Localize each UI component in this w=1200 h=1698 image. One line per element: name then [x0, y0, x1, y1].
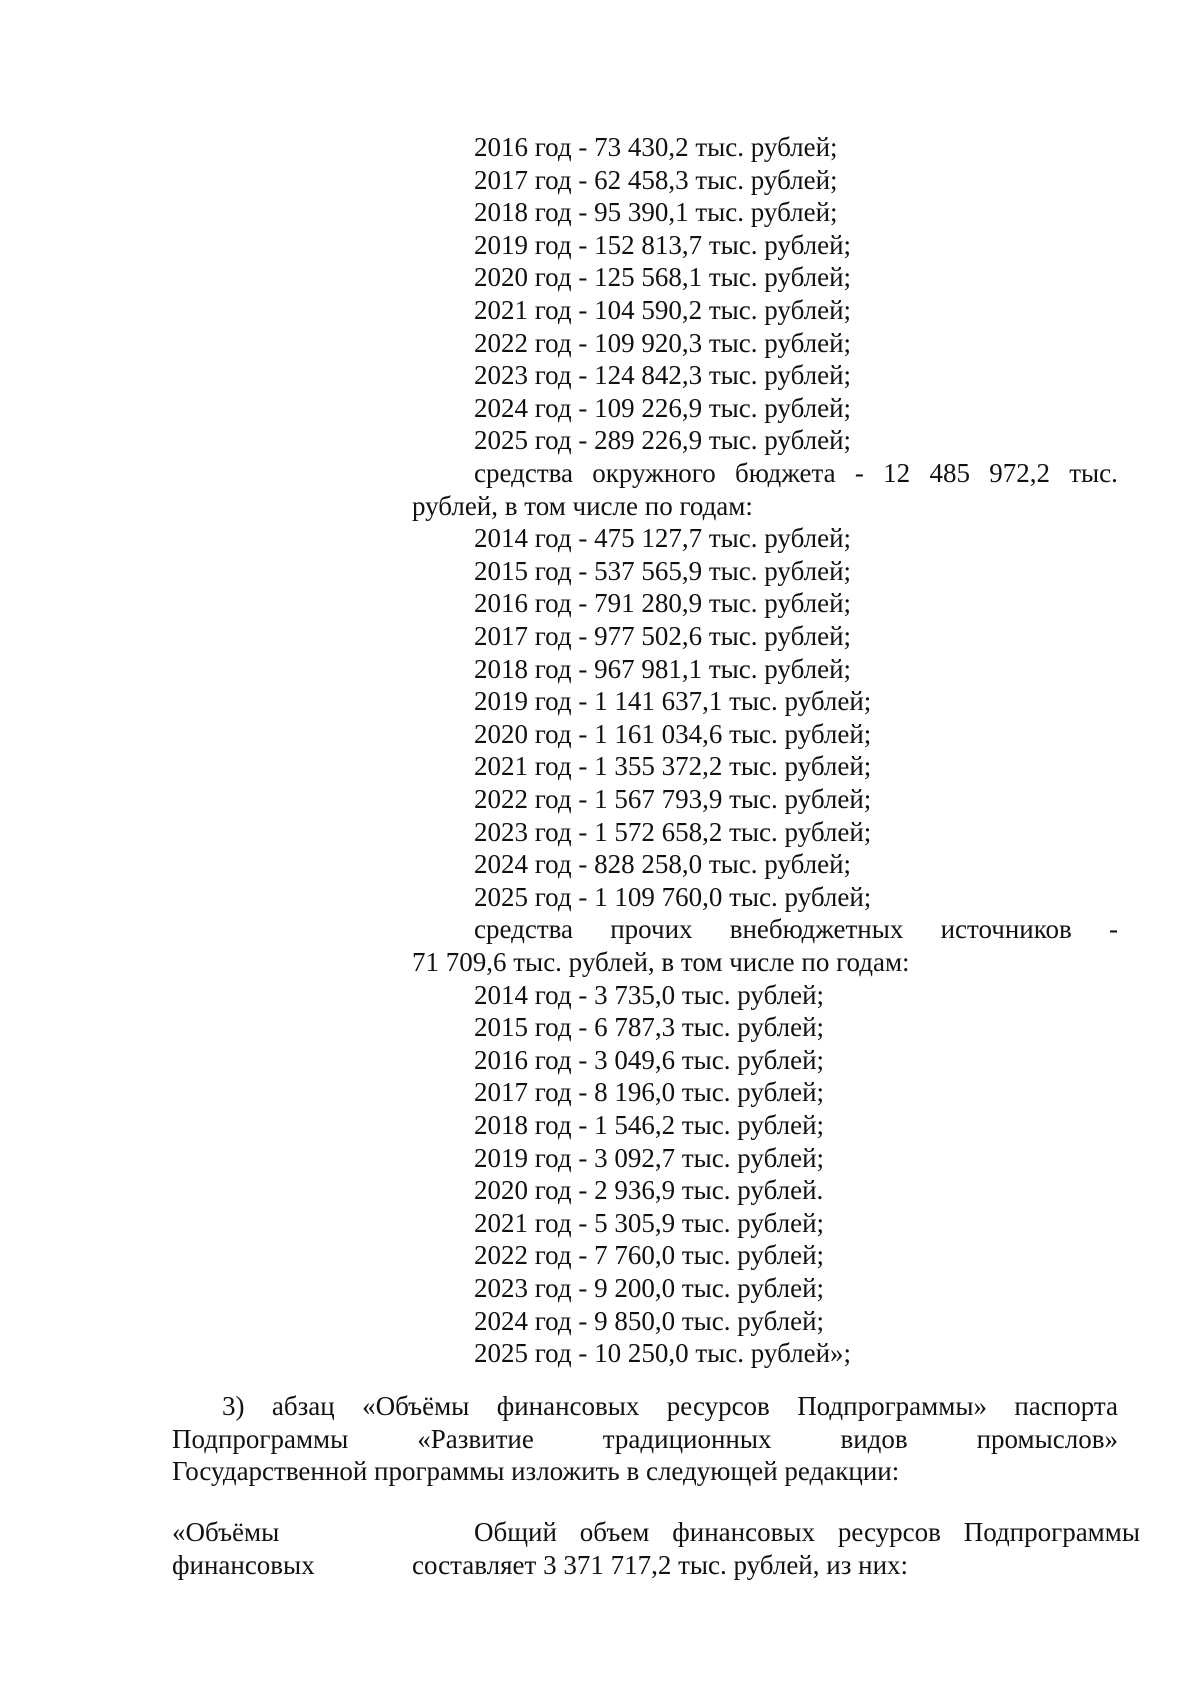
year-line: 2016 год - 791 280,9 тыс. рублей;: [474, 588, 852, 619]
word: средства: [474, 458, 574, 488]
year-line: 2020 год - 1 161 034,6 тыс. рублей;: [474, 718, 872, 749]
word: -: [1108, 914, 1118, 945]
word: окружного: [592, 458, 716, 488]
word: 3): [222, 1391, 245, 1421]
year-line: 2019 год - 152 813,7 тыс. рублей;: [474, 229, 852, 260]
year-line: 2021 год - 5 305,9 тыс. рублей;: [474, 1207, 825, 1238]
word: паспорта: [1014, 1391, 1118, 1421]
year-line: 2016 год - 73 430,2 тыс. рублей;: [474, 132, 838, 162]
year-line: 2024 год - 828 258,0 тыс. рублей;: [474, 849, 852, 880]
paragraph-line: Государственной программы изложить в следующей редакции:: [172, 1456, 900, 1487]
word: Подпрограммы: [172, 1423, 349, 1454]
year-line: 2017 год - 62 458,3 тыс. рублей;: [474, 164, 838, 195]
word: финансовых: [672, 1517, 815, 1547]
word: -: [854, 458, 864, 488]
funding-heading: [474, 913, 1118, 945]
word: видов: [840, 1423, 908, 1454]
word: внебюджетных: [729, 914, 904, 945]
word: Подпрограммы»: [797, 1391, 987, 1421]
year-line: 2017 год - 8 196,0 тыс. рублей;: [474, 1077, 825, 1108]
year-line: 2025 год - 1 109 760,0 тыс. рублей;: [474, 881, 872, 912]
year-line: 2024 год - 9 850,0 тыс. рублей;: [474, 1305, 825, 1336]
year-line: 2019 год - 3 092,7 тыс. рублей;: [474, 1142, 825, 1173]
year-line: 2018 год - 1 546,2 тыс. рублей;: [474, 1110, 825, 1140]
word: 972,2: [989, 458, 1050, 488]
year-line: 2021 год - 104 590,2 тыс. рублей;: [474, 295, 852, 325]
year-line: 2020 год - 125 568,1 тыс. рублей;: [474, 262, 852, 293]
paragraph-line: [172, 1423, 1118, 1455]
year-line: 2022 год - 7 760,0 тыс. рублей;: [474, 1240, 825, 1271]
paragraph-line: [222, 1390, 1118, 1422]
funding-heading: [474, 457, 1118, 489]
word: абзац: [271, 1391, 335, 1421]
word: «Объёмы: [362, 1391, 470, 1421]
funding-heading-continuation: рублей, в том числе по годам:: [412, 490, 753, 521]
word: 485: [929, 458, 970, 488]
year-line: 2025 год - 10 250,0 тыс. рублей»;: [474, 1338, 852, 1369]
word: промыслов»: [976, 1423, 1118, 1454]
year-line: 2024 год - 109 226,9 тыс. рублей;: [474, 392, 852, 423]
year-line: 2022 год - 109 920,3 тыс. рублей;: [474, 327, 852, 358]
word: Общий: [474, 1517, 557, 1547]
year-line: 2023 год - 1 572 658,2 тыс. рублей;: [474, 816, 872, 847]
word: бюджета: [734, 458, 836, 488]
word: ресурсов: [837, 1517, 941, 1547]
year-line: 2018 год - 967 981,1 тыс. рублей;: [474, 653, 852, 684]
year-line: 2014 год - 475 127,7 тыс. рублей;: [474, 523, 852, 554]
funding-heading-continuation: 71 709,6 тыс. рублей, в том числе по годам:: [412, 947, 910, 977]
year-line: 2022 год - 1 567 793,9 тыс. рублей;: [474, 784, 872, 814]
word: средства: [474, 914, 574, 945]
word: финансовых: [496, 1391, 640, 1421]
year-line: 2018 год - 95 390,1 тыс. рублей;: [474, 197, 838, 228]
year-line: 2014 год - 3 735,0 тыс. рублей;: [474, 979, 825, 1010]
passport-label: финансовых: [172, 1549, 315, 1580]
passport-value: составляет 3 371 717,2 тыс. рублей, из них:: [412, 1549, 909, 1580]
year-line: 2016 год - 3 049,6 тыс. рублей;: [474, 1044, 825, 1075]
word: объем: [579, 1517, 650, 1547]
year-line: 2023 год - 9 200,0 тыс. рублей;: [474, 1273, 825, 1303]
year-line: 2019 год - 1 141 637,1 тыс. рублей;: [474, 686, 872, 717]
passport-value: [474, 1516, 1140, 1548]
word: Подпрограммы: [963, 1517, 1140, 1547]
year-line: 2020 год - 2 936,9 тыс. рублей.: [474, 1175, 824, 1206]
word: источников: [940, 914, 1072, 945]
year-line: 2021 год - 1 355 372,2 тыс. рублей;: [474, 751, 872, 782]
year-line: 2025 год - 289 226,9 тыс. рублей;: [474, 425, 852, 456]
year-line: 2023 год - 124 842,3 тыс. рублей;: [474, 360, 852, 391]
word: тыс.: [1069, 458, 1118, 488]
word: «Развитие: [417, 1423, 534, 1454]
passport-label: «Объёмы: [172, 1517, 280, 1547]
year-line: 2015 год - 6 787,3 тыс. рублей;: [474, 1012, 825, 1043]
word: 12: [883, 458, 911, 488]
year-line: 2015 год - 537 565,9 тыс. рублей;: [474, 555, 852, 586]
word: прочих: [610, 914, 693, 945]
word: ресурсов: [666, 1391, 770, 1421]
year-line: 2017 год - 977 502,6 тыс. рублей;: [474, 621, 852, 651]
word: традиционных: [602, 1423, 772, 1454]
